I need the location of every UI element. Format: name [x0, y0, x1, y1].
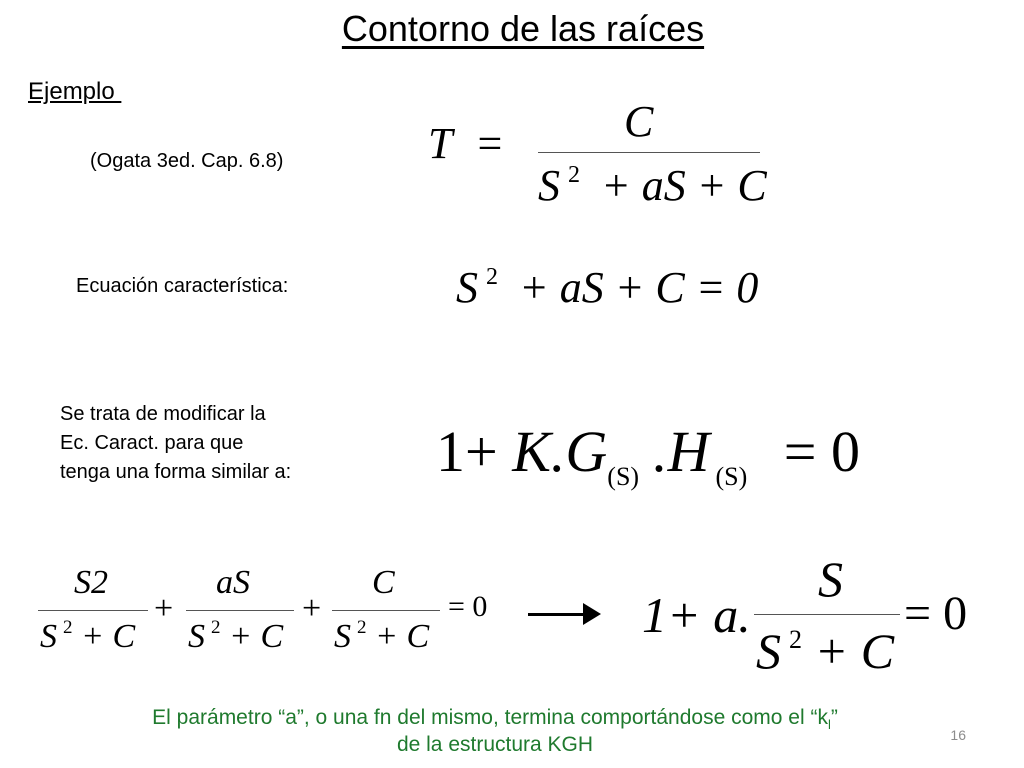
- eq4-f1-den-rest: + C: [81, 618, 136, 655]
- eq3-h: .H: [653, 419, 710, 484]
- eq1-t-symbol: T: [428, 119, 453, 168]
- eq1-numerator: [624, 96, 653, 147]
- eq4-f3-den-s: S: [334, 618, 351, 655]
- eq4-f1-den: [40, 618, 135, 656]
- footer-close-quote: ”: [830, 706, 838, 729]
- eq4-f1-num-text: S2: [74, 564, 108, 601]
- eq3-one-plus: 1+: [436, 419, 498, 484]
- footer-line-1-text: El parámetro “a”, o una fn del mismo, termina comportándose como el “k: [152, 706, 828, 729]
- eq4-f1-den-exp: 2: [63, 617, 73, 638]
- eq4-f2-den: [188, 618, 283, 656]
- eq3-sub-g: (S): [607, 462, 640, 491]
- explanation-line-1: Se trata de modificar la: [60, 403, 266, 425]
- eq1-equals: =: [477, 119, 503, 168]
- eq5-prefix: [642, 586, 751, 644]
- eq4-f3-bar: [332, 610, 440, 611]
- eq1-den-rest: + aS + C: [601, 161, 767, 210]
- eq4-f2-bar: [186, 610, 294, 611]
- eq5-den-s: S: [756, 623, 781, 679]
- eq5-num-s: S: [818, 551, 843, 607]
- eq2-rest: + aS + C = 0: [519, 263, 759, 312]
- eq5-fraction-bar: [754, 614, 900, 615]
- eq1-denominator: [538, 160, 767, 211]
- char-eq-label: Ecuación característica:: [76, 275, 289, 297]
- eq4-f2-den-s: S: [188, 618, 205, 655]
- example-heading: Ejemplo: [28, 78, 122, 105]
- eq4-f3-num: [372, 564, 395, 602]
- eq4-f2-den-exp: 2: [211, 617, 221, 638]
- eq4-f2-num-text: aS: [216, 564, 250, 601]
- eq4-f3-den-rest: + C: [375, 618, 430, 655]
- eq4-f2-den-rest: + C: [229, 618, 284, 655]
- eq5-prefix-text: 1+ a.: [642, 587, 751, 643]
- eq4-f3-den-exp: 2: [357, 617, 367, 638]
- footer-note: [40, 704, 950, 758]
- page-number: 16: [950, 727, 966, 743]
- eq1-den-exp: 2: [568, 162, 580, 188]
- reference-text: (Ogata 3ed. Cap. 6.8): [90, 150, 284, 172]
- eq2-s: S: [456, 263, 478, 312]
- eq3-equals-zero: = 0: [783, 419, 860, 484]
- eq4-plus-2: +: [302, 590, 322, 627]
- right-arrow-icon: [528, 613, 588, 616]
- eq5-denominator: [756, 622, 894, 680]
- eq4-equals-zero: = 0: [448, 590, 488, 623]
- eq4-f1-den-s: S: [40, 618, 57, 655]
- eq4-f3-den: [334, 618, 429, 656]
- eq4-f2-num: [216, 564, 250, 602]
- eq3-kgh-form: [436, 418, 860, 491]
- explanation-line-2: Ec. Caract. para que: [60, 432, 244, 454]
- eq2-exp: 2: [486, 264, 498, 290]
- footer-line-2: de la estructura KGH: [396, 733, 594, 756]
- eq1-lhs: [428, 118, 502, 169]
- explanation-line-3: tenga una forma similar a:: [60, 461, 292, 483]
- eq5-equals-zero: = 0: [904, 587, 968, 640]
- right-arrow-head-icon: [583, 603, 601, 625]
- explanation-text: [60, 400, 291, 487]
- eq2-characteristic: [456, 262, 758, 313]
- eq1-den-s: S: [538, 161, 560, 210]
- eq5-numerator: [818, 550, 843, 608]
- eq4-f1-num: [74, 564, 108, 602]
- eq4-plus-1: +: [154, 590, 174, 627]
- footer-subscript: l: [827, 717, 831, 733]
- eq5-den-exp: 2: [789, 625, 802, 654]
- eq1-fraction-bar: [538, 152, 760, 153]
- eq5-den-rest: + C: [814, 623, 895, 679]
- eq4-f1-bar: [38, 610, 148, 611]
- eq3-kg: K.G: [512, 419, 608, 484]
- eq1-num-c: C: [624, 97, 654, 146]
- eq4-f3-num-text: C: [372, 564, 395, 601]
- footer-line-1: [40, 704, 950, 731]
- slide-title: Contorno de las raíces: [341, 8, 705, 49]
- eq3-sub-h: (S): [715, 462, 748, 491]
